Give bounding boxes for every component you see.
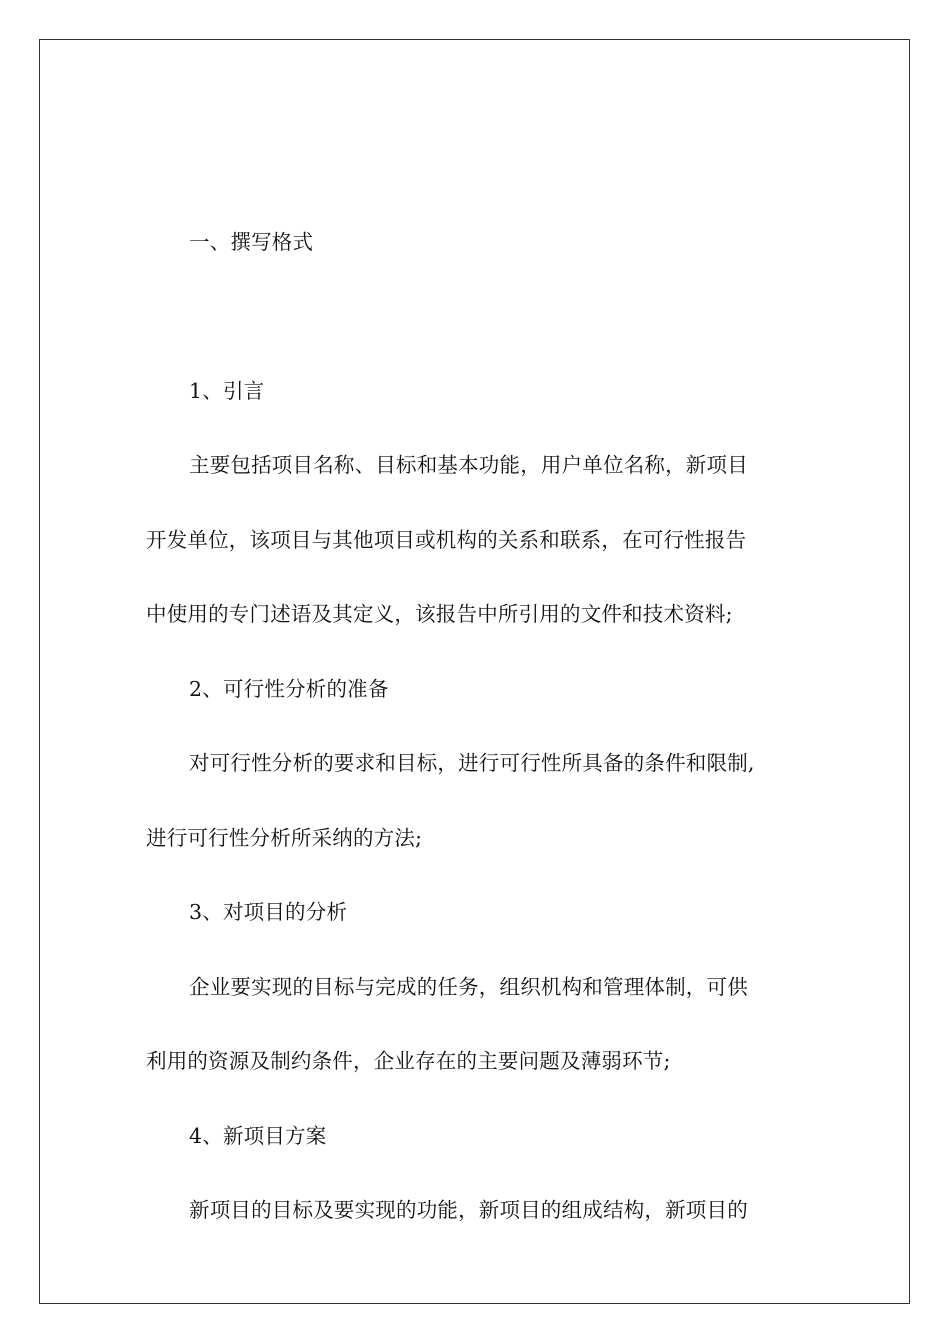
subsection-heading-preparation: 2、可行性分析的准备 (189, 676, 389, 701)
subsection-heading-new-project: 4、新项目方案 (189, 1123, 327, 1148)
paragraph-line: 主要包括项目名称、目标和基本功能，用户单位名称，新项目 (189, 453, 748, 477)
paragraph-line: 进行可行性分析所采纳的方法; (146, 825, 423, 850)
section-title: 一、撰写格式 (189, 230, 314, 254)
document-body (146, 205, 806, 1248)
subsection-heading-intro: 1、引言 (189, 378, 265, 403)
paragraph-line: 新项目的目标及要实现的功能，新项目的组成结构，新项目的 (189, 1198, 748, 1222)
paragraph-line: 中使用的专门述语及其定义，该报告中所引用的文件和技术资料; (146, 602, 733, 626)
subsection-heading-analysis: 3、对项目的分析 (189, 900, 348, 924)
paragraph-line: 利用的资源及制约条件，企业存在的主要问题及薄弱环节; (146, 1049, 671, 1073)
paragraph-line: 企业要实现的目标与完成的任务，组织机构和管理体制，可供 (189, 974, 748, 999)
paragraph-line: 对可行性分析的要求和目标，进行可行性所具备的条件和限制, (189, 751, 755, 775)
paragraph-line: 开发单位，该项目与其他项目或机构的关系和联系，在可行性报告 (146, 527, 747, 552)
